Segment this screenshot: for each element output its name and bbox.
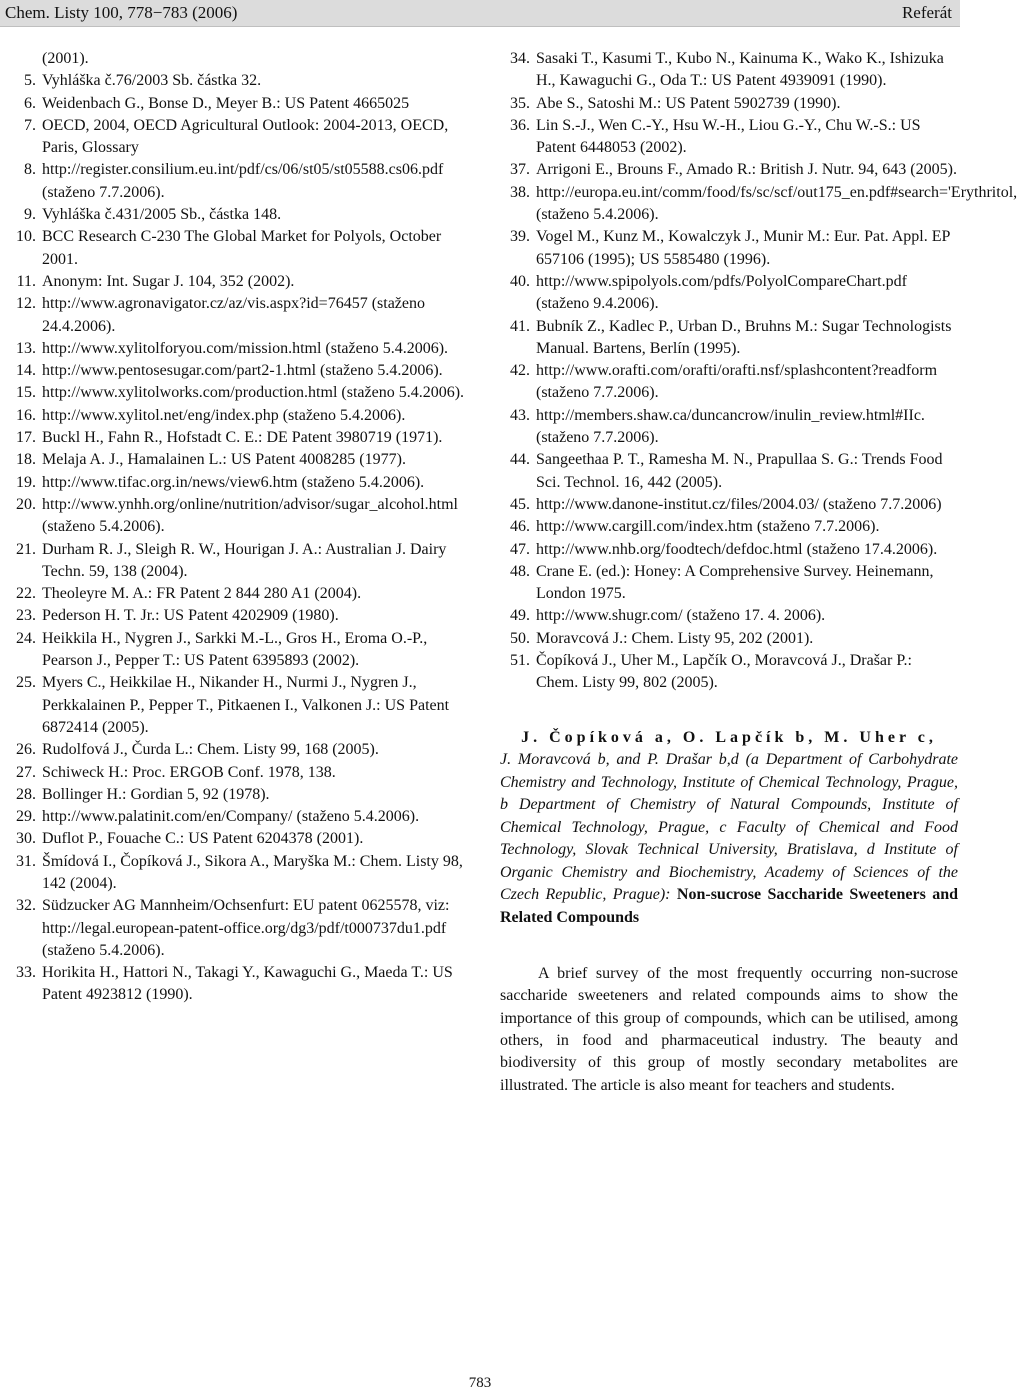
reference-text: Pederson H. T. Jr.: US Patent 4202909 (1980). bbox=[42, 607, 339, 625]
reference-item bbox=[6, 159, 466, 204]
reference-item bbox=[6, 806, 466, 828]
reference-number: 46. bbox=[510, 518, 530, 536]
reference-number: 7. bbox=[24, 116, 36, 134]
reference-text: http://register.consilium.eu.int/pdf/cs/06/st05/st05588.cs06.pdf (staženo 7.7.2006). bbox=[42, 161, 444, 201]
reference-text: Schiweck H.: Proc. ERGOB Conf. 1978, 138. bbox=[42, 763, 336, 781]
reference-text: http://www.pentosesugar.com/part2-1.html (staženo 5.4.2006). bbox=[42, 362, 443, 380]
reference-number: 16. bbox=[16, 406, 36, 424]
reference-item bbox=[6, 405, 466, 427]
reference-number: 18. bbox=[16, 451, 36, 469]
reference-text: http://www.spipolyols.com/pdfs/PolyolCompareChart.pdf (staženo 9.4.2006). bbox=[536, 272, 907, 313]
reference-item bbox=[6, 962, 466, 1007]
reference-item bbox=[6, 338, 466, 360]
reference-number: 34. bbox=[510, 50, 530, 67]
reference-item bbox=[6, 293, 466, 338]
reference-number: 36. bbox=[510, 116, 530, 134]
reference-item bbox=[500, 494, 958, 516]
reference-text: http://www.nhb.org/foodtech/defdoc.html (staženo 17.4.2006). bbox=[536, 540, 938, 558]
reference-text: Rudolfová J., Čurda L.: Chem. Listy 99, 168 (2005). bbox=[42, 741, 379, 759]
reference-text: Duflot P., Fouache C.: US Patent 6204378 (2001). bbox=[42, 830, 364, 848]
reference-number: 47. bbox=[510, 540, 530, 558]
reference-item bbox=[500, 226, 958, 271]
reference-text: http://www.palatinit.com/en/Company/ (staženo 5.4.2006). bbox=[42, 808, 420, 826]
reference-number: 10. bbox=[16, 228, 36, 246]
reference-item bbox=[500, 115, 958, 160]
reference-number: 42. bbox=[510, 362, 530, 380]
reference-number: 15. bbox=[16, 384, 36, 402]
reference-item bbox=[6, 70, 466, 92]
affiliations-text: J. Moravcová b, and P. Drašar b,d (a Department of Carbohydrate Chemistry and Technology, Institute of Chemical Technology, Prague, b Department of Chemistry of Natural Compounds, Institute of Chemical Technology, Prague, c Faculty of Chemical and Food Technology, Slovak Technical University, Bratislava, d Institute of Organic Chemistry and Biochemistry, Academy of Sciences of the Czech Republic, Prague): bbox=[500, 751, 958, 904]
reference-item bbox=[6, 583, 466, 605]
reference-item bbox=[500, 182, 1017, 227]
reference-number: 11. bbox=[16, 272, 36, 290]
reference-item bbox=[500, 316, 958, 361]
reference-text: (2001). bbox=[42, 50, 89, 67]
reference-item bbox=[500, 561, 958, 606]
reference-number: 28. bbox=[16, 785, 36, 803]
reference-item bbox=[6, 672, 466, 739]
reference-number: 51. bbox=[510, 652, 530, 670]
reference-number: 48. bbox=[510, 562, 530, 580]
reference-text: Bollinger H.: Gordian 5, 92 (1978). bbox=[42, 785, 270, 803]
reference-text: http://www.xylitolworks.com/production.html (staženo 5.4.2006). bbox=[42, 384, 465, 402]
reference-text: http://www.tifac.org.in/news/view6.htm (staženo 5.4.2006). bbox=[42, 473, 425, 491]
reference-text: Horikita H., Hattori N., Takagi Y., Kawaguchi G., Maeda T.: US Patent 4923812 (1990). bbox=[42, 964, 453, 1004]
reference-item bbox=[6, 472, 466, 494]
reference-text: http://www.ynhh.org/online/nutrition/advisor/sugar_alcohol.html (staženo 5.4.2006). bbox=[42, 495, 458, 536]
reference-item bbox=[500, 405, 958, 450]
article-title: Non-sucrose Saccharide Sweeteners and Related Compounds bbox=[500, 886, 959, 926]
reference-item bbox=[6, 739, 466, 761]
reference-item bbox=[6, 628, 466, 673]
reference-number: 23. bbox=[16, 607, 36, 625]
reference-number: 21. bbox=[16, 540, 36, 558]
reference-item bbox=[500, 360, 958, 405]
reference-text: BCC Research C-230 The Global Market for Polyols, October 2001. bbox=[42, 228, 442, 268]
reference-item bbox=[500, 159, 958, 181]
reference-item bbox=[6, 360, 466, 382]
reference-text: Vyhláška č.431/2005 Sb., částka 148. bbox=[42, 206, 282, 224]
page-number: 783 bbox=[468, 1375, 492, 1391]
reference-item bbox=[6, 539, 466, 584]
reference-number: 44. bbox=[510, 451, 530, 469]
reference-text: Sasaki T., Kasumi T., Kubo N., Kainuma K., Wako K., Ishizuka H., Kawaguchi G., Oda T.: US Patent 4939091 (1990). bbox=[536, 50, 944, 90]
reference-number: 6. bbox=[24, 94, 36, 112]
reference-number: 5. bbox=[24, 72, 36, 90]
reference-item bbox=[6, 226, 466, 271]
reference-number: 29. bbox=[16, 808, 36, 826]
reference-text: Anonym: Int. Sugar J. 104, 352 (2002). bbox=[42, 272, 295, 290]
english-summary-header bbox=[500, 727, 958, 930]
right-column bbox=[500, 48, 1017, 1097]
reference-number: 9. bbox=[24, 206, 36, 224]
reference-number: 37. bbox=[510, 161, 530, 179]
reference-text: http://www.agronavigator.cz/az/vis.aspx?id=76457 (staženo 24.4.2006). bbox=[42, 295, 425, 335]
reference-item bbox=[500, 516, 958, 538]
reference-text: Šmídová I., Čopíková J., Sikora A., Maryška M.: Chem. Listy 98, 142 (2004). bbox=[42, 852, 463, 892]
left-column-references bbox=[6, 48, 466, 1007]
reference-number: 8. bbox=[24, 161, 36, 179]
reference-number: 12. bbox=[16, 295, 36, 313]
reference-text: Theoleyre M. A.: FR Patent 2 844 280 A1 (2004). bbox=[42, 585, 362, 603]
reference-text: Vyhláška č.76/2003 Sb. částka 32. bbox=[42, 72, 262, 90]
reference-item bbox=[6, 271, 466, 293]
reference-text: Durham R. J., Sleigh R. W., Hourigan J. A.: Australian J. Dairy Techn. 59, 138 (2004). bbox=[42, 540, 447, 580]
reference-number: 30. bbox=[16, 830, 36, 848]
reference-item bbox=[6, 605, 466, 627]
reference-item bbox=[500, 650, 958, 695]
article-type: Referát bbox=[901, 3, 952, 22]
reference-text: Moravcová J.: Chem. Listy 95, 202 (2001). bbox=[536, 629, 814, 647]
reference-item bbox=[6, 48, 466, 70]
reference-text: http://www.xylitolforyou.com/mission.html (staženo 5.4.2006). bbox=[42, 339, 449, 357]
reference-item bbox=[6, 828, 466, 850]
reference-number: 50. bbox=[510, 629, 530, 647]
reference-item bbox=[6, 382, 466, 404]
journal-citation: Chem. Listy 100, 778−783 (2006) bbox=[5, 3, 238, 22]
reference-number: 14. bbox=[16, 362, 36, 380]
reference-item bbox=[500, 449, 958, 494]
reference-number: 35. bbox=[510, 94, 530, 112]
reference-number: 31. bbox=[16, 852, 36, 870]
reference-text: Crane E. (ed.): Honey: A Comprehensive Survey. Heinemann, London 1975. bbox=[536, 562, 934, 603]
reference-text: http://members.shaw.ca/duncancrow/inulin_review.html#IIc. (staženo 7.7.2006). bbox=[536, 406, 925, 447]
reference-text: Melaja A. J., Hamalainen L.: US Patent 4008285 (1977). bbox=[42, 451, 406, 469]
page-header bbox=[0, 0, 960, 27]
reference-item bbox=[500, 48, 958, 93]
reference-text: Südzucker AG Mannheim/Ochsenfurt: EU patent 0625578, viz: http://legal.european-patent-office.org/dg3/pdf/t000737du1.pdf (staženo 5.4.2006). bbox=[42, 897, 450, 959]
reference-item bbox=[6, 449, 466, 471]
reference-text: Sangeethaa P. T., Ramesha M. N., Prapullaa S. G.: Trends Food Sci. Technol. 16, 442 (2005). bbox=[536, 451, 943, 491]
reference-number: 40. bbox=[510, 272, 530, 290]
reference-item bbox=[6, 93, 466, 115]
reference-text: http://www.cargill.com/index.htm (staženo 7.7.2006). bbox=[536, 518, 880, 536]
reference-item bbox=[6, 762, 466, 784]
reference-text: Buckl H., Fahn R., Hofstadt C. E.: DE Patent 3980719 (1971). bbox=[42, 429, 443, 447]
reference-number: 19. bbox=[16, 473, 36, 491]
reference-number: 45. bbox=[510, 495, 530, 513]
reference-number: 26. bbox=[16, 741, 36, 759]
author-affiliations bbox=[500, 749, 958, 929]
reference-text: http://europa.eu.int/comm/food/fs/sc/scf/out175_en.pdf#search='Erythritol, (staženo 5.4.2006). bbox=[536, 183, 1017, 224]
reference-number: 39. bbox=[510, 228, 530, 246]
reference-item bbox=[6, 115, 466, 160]
reference-number: 13. bbox=[16, 339, 36, 357]
reference-text: Čopíková J., Uher M., Lapčík O., Moravcová J., Drašar P.: Chem. Listy 99, 802 (2005). bbox=[536, 652, 912, 692]
reference-item bbox=[6, 494, 466, 539]
right-column-references bbox=[500, 48, 1017, 695]
reference-number: 38. bbox=[510, 183, 530, 201]
reference-item bbox=[500, 271, 958, 316]
reference-text: Vogel M., Kunz M., Kowalczyk J., Munir M.: Eur. Pat. Appl. EP 657106 (1995); US 5585480 (1996). bbox=[536, 228, 950, 268]
reference-text: Myers C., Heikkilae H., Nikander H., Nurmi J., Nygren J., Perkkalainen P., Pepper T., Pitkaenen I., Valkonen J.: US Patent 6872414 (2005). bbox=[42, 674, 450, 736]
reference-text: Lin S.-J., Wen C.-Y., Hsu W.-H., Liou G.-Y., Chu W.-S.: US Patent 6448053 (2002). bbox=[536, 116, 921, 157]
reference-text: OECD, 2004, OECD Agricultural Outlook: 2004-2013, OECD, Paris, Glossary bbox=[42, 116, 449, 157]
reference-number: 25. bbox=[16, 674, 36, 692]
reference-text: Abe S., Satoshi M.: US Patent 5902739 (1990). bbox=[536, 94, 841, 112]
reference-item bbox=[500, 628, 958, 650]
reference-number: 41. bbox=[510, 317, 530, 335]
reference-number: 24. bbox=[16, 629, 36, 647]
reference-number: 22. bbox=[16, 585, 36, 603]
reference-number: 27. bbox=[16, 763, 36, 781]
reference-text: http://www.orafti.com/orafti/orafti.nsf/splashcontent?readform (staženo 7.7.2006). bbox=[536, 362, 938, 402]
reference-item bbox=[6, 427, 466, 449]
reference-item bbox=[500, 539, 958, 561]
reference-text: http://www.xylitol.net/eng/index.php (staženo 5.4.2006). bbox=[42, 406, 406, 424]
abstract: A brief survey of the most frequently occurring non-sucrose saccharide sweeteners and related compounds aims to show the importance of this group of compounds, which can be utilised, among others, in food and pharmaceutical industry. The beauty and biodiversity of this group of mostly secondary metabolites are illustrated. The article is also meant for teachers and students. bbox=[500, 965, 958, 1094]
reference-number: 49. bbox=[510, 607, 530, 625]
reference-item bbox=[6, 851, 466, 896]
reference-number: 20. bbox=[16, 495, 36, 513]
reference-text: Heikkila H., Nygren J., Sarkki M.-L., Gros H., Eroma O.-P., Pearson J., Pepper T.: US Patent 6395893 (2002). bbox=[42, 629, 428, 670]
reference-number: 33. bbox=[16, 964, 36, 982]
reference-text: http://www.shugr.com/ (staženo 17. 4. 2006). bbox=[536, 607, 826, 625]
author-names-line: J. Čopíková a, O. Lapčík b, M. Uher c, bbox=[521, 728, 937, 746]
reference-item bbox=[500, 93, 958, 115]
reference-number: 17. bbox=[16, 429, 36, 447]
reference-item bbox=[6, 895, 466, 962]
reference-text: http://www.danone-institut.cz/files/2004.03/ (staženo 7.7.2006) bbox=[536, 495, 942, 513]
reference-text: Arrigoni E., Brouns F., Amado R.: British J. Nutr. 94, 643 (2005). bbox=[536, 161, 957, 179]
reference-text: Bubník Z., Kadlec P., Urban D., Bruhns M.: Sugar Technologists Manual. Bartens, Berlín (1995). bbox=[536, 317, 952, 357]
reference-item bbox=[500, 605, 958, 627]
reference-number: 32. bbox=[16, 897, 36, 915]
reference-number: 43. bbox=[510, 406, 530, 424]
reference-item bbox=[6, 204, 466, 226]
reference-text: Weidenbach G., Bonse D., Meyer B.: US Patent 4665025 bbox=[42, 94, 410, 112]
reference-item bbox=[6, 784, 466, 806]
